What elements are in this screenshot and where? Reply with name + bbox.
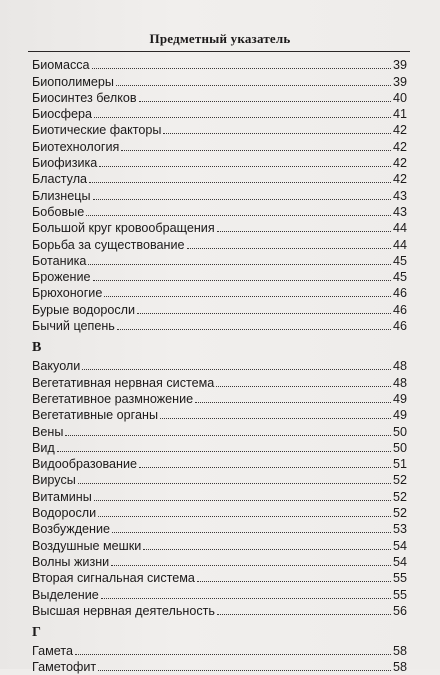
index-entry-page: 45: [392, 270, 407, 285]
index-entry-term: Витамины: [32, 489, 92, 504]
index-entry-term: Близнецы: [32, 188, 91, 203]
index-entry: [32, 155, 407, 171]
dot-leader: [98, 670, 391, 671]
index-entry-term: Выделение: [32, 587, 99, 602]
index-entry-page: 58: [392, 660, 407, 675]
index-entry-page: 44: [392, 237, 407, 252]
index-entry-term: Воздушные мешки: [32, 538, 142, 553]
dot-leader: [65, 435, 391, 436]
dot-leader: [117, 329, 391, 330]
index-entry-term: Вирусы: [32, 473, 76, 488]
dot-leader: [93, 280, 391, 281]
index-entry: [32, 106, 407, 122]
index-entry-page: 39: [392, 74, 407, 89]
index-entry-term: Вид: [32, 440, 55, 455]
dot-leader: [82, 369, 391, 370]
index-entry-page: 51: [392, 457, 407, 472]
index-entry: [32, 586, 407, 602]
index-entry: [32, 374, 407, 390]
index-entry: [32, 220, 407, 236]
index-entry-term: Ботаника: [32, 253, 87, 268]
index-entry-page: 55: [392, 587, 407, 602]
index-entry-page: 56: [392, 603, 407, 618]
index-entry: [32, 407, 407, 423]
index-entry: [32, 423, 407, 439]
index-entry-term: Биофизика: [32, 156, 98, 171]
index-entry-term: Гаметофит: [32, 660, 97, 675]
index-entry-page: 45: [392, 253, 407, 268]
index-entry-term: Биосфера: [32, 107, 92, 122]
index-entry: [32, 138, 407, 154]
index-entry-term: Биополимеры: [32, 74, 114, 89]
dot-leader: [163, 133, 391, 134]
index-entry-page: 49: [392, 408, 407, 423]
index-entry-page: 48: [392, 359, 407, 374]
index-entry-page: 42: [392, 123, 407, 138]
index-entry-term: Возбуждение: [32, 522, 111, 537]
index-entry-page: 53: [392, 522, 407, 537]
dot-leader: [116, 85, 391, 86]
dot-leader: [217, 614, 391, 615]
index-entry-page: 43: [392, 188, 407, 203]
index-entry-term: Высшая нервная деятельность: [32, 603, 215, 618]
index-entry-term: Вегетативная нервная система: [32, 375, 215, 390]
index-entry-page: 52: [392, 489, 407, 504]
dot-leader: [195, 402, 391, 403]
index-entry-term: Бычий цепень: [32, 319, 115, 334]
index-entry-term: Биосинтез белков: [32, 90, 137, 105]
index-entry-page: 44: [392, 221, 407, 236]
index-entry: [32, 643, 407, 659]
index-entry-term: Вакуоли: [32, 359, 81, 374]
index-entry-page: 48: [392, 375, 407, 390]
index-entry: [32, 269, 407, 285]
dot-leader: [139, 101, 391, 102]
index-entry: [32, 537, 407, 553]
dot-leader: [187, 248, 391, 249]
dot-leader: [75, 654, 391, 655]
index-entry-page: 42: [392, 156, 407, 171]
index-entry-term: Бобовые: [32, 204, 85, 219]
index-entry-page: 41: [392, 107, 407, 122]
page-header-title: Предметный указатель: [149, 31, 291, 46]
header-rule: [28, 51, 410, 52]
dot-leader: [94, 117, 391, 118]
dot-leader: [137, 313, 391, 314]
dot-leader: [139, 467, 391, 468]
index-entry: [32, 440, 407, 456]
index-entry: [32, 57, 407, 73]
index-entry: [32, 171, 407, 187]
dot-leader: [99, 166, 391, 167]
index-entry-page: 49: [392, 391, 407, 406]
index-entry-term: Борьба за существование: [32, 237, 185, 252]
index-entry-term: Вторая сигнальная система: [32, 571, 195, 586]
index-entry: [32, 187, 407, 203]
index-entry: [32, 122, 407, 138]
dot-leader: [197, 581, 391, 582]
index-entry-term: Биомасса: [32, 58, 90, 73]
index-entry-term: Брюхоногие: [32, 286, 103, 301]
index-entry-page: 39: [392, 58, 407, 73]
index-entry: [32, 358, 407, 374]
index-entry-page: 55: [392, 571, 407, 586]
index-entry: [32, 73, 407, 89]
index-entry: [32, 236, 407, 252]
dot-leader: [111, 565, 391, 566]
index-entry-term: Большой круг кровообращения: [32, 221, 215, 236]
index-entry: [32, 391, 407, 407]
index-entry: [32, 318, 407, 334]
dot-leader: [121, 150, 391, 151]
index-entry-term: Биотические факторы: [32, 123, 162, 138]
index-entry-term: Вены: [32, 424, 64, 439]
index-entry-term: Видообразование: [32, 457, 138, 472]
dot-leader: [94, 500, 391, 501]
index-entry-term: Брожение: [32, 270, 91, 285]
index-section-letter: В: [32, 340, 42, 356]
subject-index-list: [32, 57, 407, 675]
index-entry-term: Водоросли: [32, 506, 97, 521]
index-entry-page: 50: [392, 424, 407, 439]
index-entry-page: 54: [392, 554, 407, 569]
dot-leader: [89, 182, 391, 183]
index-entry: [32, 204, 407, 220]
index-section-letter: Г: [32, 624, 41, 640]
dot-leader: [93, 199, 391, 200]
index-entry: [32, 603, 407, 619]
index-entry-term: Вегетативное размножение: [32, 391, 194, 406]
index-entry: [32, 570, 407, 586]
index-entry: [32, 472, 407, 488]
index-entry-term: Гамета: [32, 644, 73, 659]
dot-leader: [88, 264, 391, 265]
index-entry-term: Волны жизни: [32, 554, 110, 569]
index-entry: [32, 521, 407, 537]
index-entry: [32, 505, 407, 521]
index-entry: [32, 554, 407, 570]
index-entry-page: 54: [392, 538, 407, 553]
dot-leader: [160, 418, 391, 419]
index-entry: [32, 301, 407, 317]
index-entry: [32, 659, 407, 675]
dot-leader: [86, 215, 391, 216]
index-entry: [32, 90, 407, 106]
index-entry: [32, 253, 407, 269]
dot-leader: [143, 549, 391, 550]
dot-leader: [57, 451, 391, 452]
dot-leader: [92, 68, 391, 69]
index-entry-page: 46: [392, 286, 407, 301]
index-entry: [32, 488, 407, 504]
index-entry-term: Бурые водоросли: [32, 302, 136, 317]
dot-leader: [112, 532, 391, 533]
index-entry-page: 46: [392, 319, 407, 334]
index-entry-term: Бластула: [32, 172, 88, 187]
index-entry-page: 58: [392, 644, 407, 659]
index-entry-term: Биотехнология: [32, 139, 120, 154]
dot-leader: [98, 516, 391, 517]
dot-leader: [104, 296, 391, 297]
index-entry-page: 40: [392, 90, 407, 105]
index-entry-page: 43: [392, 204, 407, 219]
index-entry-page: 42: [392, 172, 407, 187]
dot-leader: [217, 231, 391, 232]
index-entry-term: Вегетативные органы: [32, 408, 158, 423]
index-entry: [32, 285, 407, 301]
index-entry-page: 46: [392, 302, 407, 317]
index-entry-page: 52: [392, 506, 407, 521]
index-entry-page: 50: [392, 440, 407, 455]
dot-leader: [78, 483, 391, 484]
dot-leader: [101, 598, 391, 599]
index-entry-page: 52: [392, 473, 407, 488]
index-entry-page: 42: [392, 139, 407, 154]
index-entry: [32, 456, 407, 472]
dot-leader: [216, 386, 391, 387]
